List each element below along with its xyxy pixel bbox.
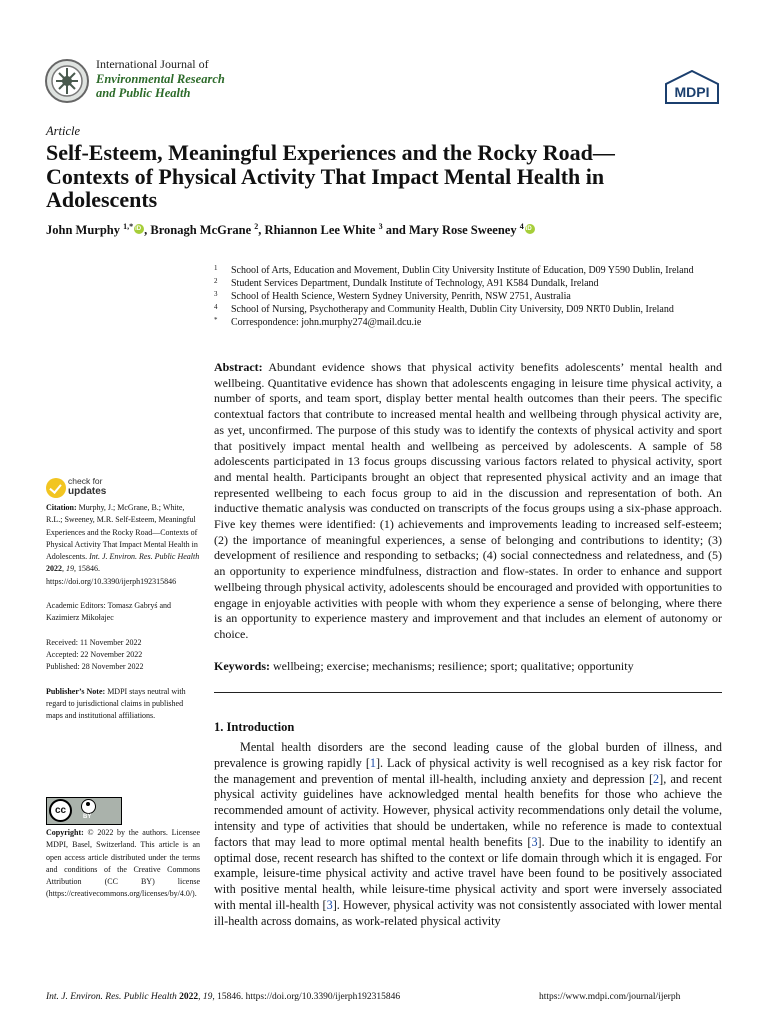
citation-doi[interactable]: , 15846. https://doi.org/10.3390/ijerph192315846 (46, 564, 177, 586)
author-affiliation-number: 4 (519, 222, 524, 231)
keywords-text: wellbeing; exercise; mechanisms; resilience; sport; qualitative; opportunity (273, 659, 634, 673)
author-name: Bronagh McGrane (150, 223, 255, 238)
affiliation-number: 3 (214, 290, 218, 298)
author-name: Rhiannon Lee White (264, 223, 379, 238)
abstract-label: Abstract: (214, 360, 263, 374)
journal-name-line1: International Journal of (96, 57, 209, 71)
affiliation-item (214, 277, 734, 290)
section-divider (214, 692, 722, 693)
check-icon (46, 478, 66, 498)
affiliation-text: School of Arts, Education and Movement, Dublin City University Institute of Education, D09 Y590 Dublin, Ireland (231, 265, 694, 276)
copyright-label: Copyright: (46, 828, 84, 837)
section-heading: 1. Introduction (214, 720, 295, 734)
reference-link[interactable]: 3 (326, 897, 333, 912)
reference-link[interactable]: 3 (531, 834, 538, 849)
journal-url-link[interactable]: https://www.mdpi.com/journal/ijerph (539, 992, 681, 1002)
affiliation-item (214, 303, 734, 316)
affiliation-number: 1 (214, 264, 218, 272)
by-label: BY (83, 814, 92, 820)
footer-citation: Int. J. Environ. Res. Public Health 2022, 19, 15846. https://doi.org/10.3390/ijerph192315846 (46, 992, 401, 1002)
orcid-icon[interactable] (134, 224, 144, 234)
publishers-note: Publisher’s Note: MDPI stays neutral with regard to jurisdictional claims in published maps and institutional affiliations. (46, 686, 186, 721)
affiliation-text: School of Health Science, Western Sydney University, Penrith, NSW 2751, Australia (231, 291, 571, 302)
keywords (214, 659, 722, 674)
journal-name-line3: and Public Health (96, 86, 191, 100)
citation-label: Citation: (46, 503, 77, 512)
body-text: ], and recent physical activity guidelines have acknowledged mental health benefits for those who achieve the recommended amount of activity. However, physical activity recommendations only detail the volume, intensity and type of activities that should be undertaken, while no reference is made to contextual factors that may lead to more optimal mental health benefits [ (214, 771, 722, 849)
author-separator: , (258, 223, 265, 238)
accepted-date: Accepted: 22 November 2022 (46, 649, 143, 659)
body-text: ]. Lack of physical activity is well recognised as a key risk factor for the management and prevention of mental ill-health, including anxiety and depression [ (214, 755, 723, 786)
author-separator: and (382, 223, 409, 238)
author-affiliation-number: 3 (378, 222, 383, 231)
reference-link[interactable]: 1 (369, 755, 376, 770)
author-list (46, 222, 535, 238)
journal-logo (44, 58, 90, 104)
reference-link[interactable]: 2 (653, 771, 660, 786)
journal-name (96, 72, 225, 100)
check-for-updates-label: check for updates (68, 476, 107, 497)
intro-paragraph (214, 740, 722, 930)
dates (46, 637, 200, 674)
received-date: Received: 11 November 2022 (46, 637, 142, 647)
author-name: Mary Rose Sweeney (408, 223, 520, 238)
orcid-icon[interactable] (525, 224, 535, 234)
paper-title: Self-Esteem, Meaningful Experiences and the Rocky Road—Contexts of Physical Activity That Impact Mental Health in Adolescents (46, 140, 615, 212)
cc-icon: cc (49, 799, 72, 822)
affiliations (214, 264, 734, 329)
person-icon (81, 799, 96, 814)
check-for-updates-button[interactable] (46, 476, 126, 502)
author-affiliation-number: 1,* (123, 222, 134, 231)
citation: Citation: Murphy, J.; McGrane, B.; White, R.L.; Sweeney, M.R. Self-Esteem, Meaningful Experiences and the Rocky Road—Contexts of Physical Activity That Impact Mental Health in Adolescents. Int. J. Environ. Res. Public Health 2022, 19, 15846. https://doi.org/10.3390/ijerph192315846 (46, 503, 200, 586)
body-text: ]. Due to the inability to identify an optimal dose, recent research has shifted to the context or life domain through which it is engaged. For example, leisure-time physical activity and active travel have been found to be positively associated with positive mental health, while leisure-time physical activity and sport were inversely associated with mental ill-health [ (214, 834, 722, 912)
publisher-name: MDPI (674, 84, 710, 100)
affiliation-number: * (214, 316, 218, 324)
cc-by-license-icon[interactable] (46, 797, 122, 825)
affiliation-item (214, 316, 734, 329)
keywords-label: Keywords: (214, 659, 270, 673)
abstract-text: Abundant evidence shows that physical activity benefits adolescents’ mental health and wellbeing. Quantitative evidence has shown that adolescents engaging in leisure time physical activity, a number of sports, and team sport, display better mental health outcomes than their peers. The specific contextual factors that contribute to increased mental health and wellbeing through physical activity are, as yet, unconfirmed. The purpose of this study was to identify the contexts of physical activity and sport that positively impact mental health and wellbeing as perceived by adolescents. A sample of 58 adolescents participated in 13 focus groups discussing various factors related to physical activity, sport and mental health. Participants brought an object that represented physical activity and an image that represented wellbeing to each focus group to aid in the discussion and representation of both. An inductive thematic analysis was conducted on transcripts of the focus groups using a six-phase approach. Five key themes were identified: (1) achievements and improvements leading to increased self-esteem; (2) the importance of meaningful experiences, a sense of belonging and contributions to identity; (3) development of resilience and responding to setbacks; (4) social connectedness and relatedness, and (5) an opportunity to experience mindfulness, distraction and flow-states. In order to enhance and support wellbeing through physical activity, adolescents should be encouraged and provided with opportunities to engage in enjoyable activities with people with whom they experience a sense of belonging, where there is an opportunity to experience mastery and improvement and that includes an element of autonomy or choice. (214, 360, 722, 641)
author-separator: , (144, 223, 151, 238)
mdpi-logo (664, 70, 720, 104)
copyright: Copyright: © 2022 by the authors. Licensee MDPI, Basel, Switzerland. This article is an open access article distributed under the terms and conditions of the Creative Commons Attribution (CC BY) license (https://creativecommons.org/licenses/by/4.0/). (46, 828, 201, 899)
citation-journal: Int. J. Environ. Res. Public Health (89, 552, 200, 562)
sidebar (46, 502, 200, 734)
affiliation-number: 2 (214, 277, 218, 285)
affiliation-number: 4 (214, 303, 218, 311)
published-date: Published: 28 November 2022 (46, 662, 144, 672)
article-type: Article (46, 124, 81, 138)
body-text: ]. However, physical activity was not consistently associated with lower mental ill-health across domains, as work-related physical activity (214, 897, 722, 928)
affiliation-item (214, 290, 734, 303)
affiliation-text: Correspondence: john.murphy274@mail.dcu.ie (231, 317, 422, 328)
affiliation-item (214, 264, 734, 277)
body-text: Mental health disorders are the second leading cause of the global burden of illness, and prevalence is growing rapidly [ (214, 740, 722, 770)
affiliation-text: Student Services Department, Dundalk Institute of Technology, A91 K584 Dundalk, Ireland (231, 278, 599, 289)
abstract (214, 360, 722, 643)
academic-editors: Academic Editors: Tomasz Gabryś and Kazimierz Mikołajec (46, 601, 172, 623)
author-name: John Murphy (46, 223, 124, 238)
journal-name-line2: Environmental Research (96, 72, 225, 86)
author-affiliation-number: 2 (254, 222, 259, 231)
affiliation-text: School of Nursing, Psychotherapy and Community Health, Dublin City University, D09 NRT0 Dublin, Ireland (231, 304, 674, 315)
